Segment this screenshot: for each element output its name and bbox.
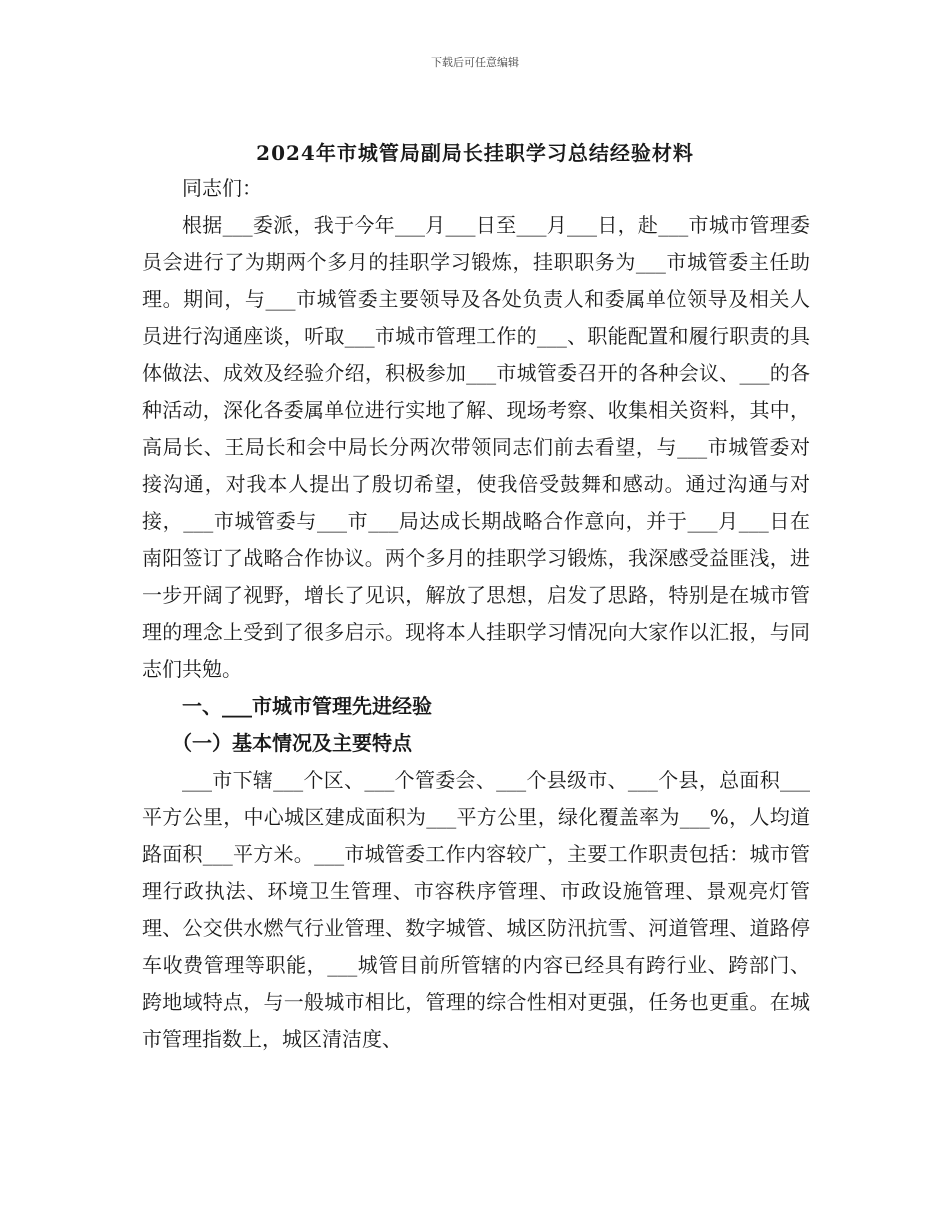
intro-paragraph: 根据___委派，我于今年___月___日至___月___日，赴___市城市管理委员会进行了为期两个多月的挂职学习锻炼，挂职职务为___市城管委主任助理。期间，与___市城管委主要领导及各处负责人和委属单位领导及相关人员进行沟通座谈，听取___市城市管理工作的___、职能配置和履行职责的具体做法、成效及经验介绍，积极参加___市城管委召开的各种会议、___的各种活动，深化各委属单位进行实地了解、现场考察、收集相关资料，其中，高局长、王局长和会中局长分两次带领同志们前去看望，与___市城管委对接沟通，对我本人提出了殷切希望，使我倍受鼓舞和感动。通过沟通与对接，___市城管委与___市___局达成长期战略合作意向，并于___月___日在南阳签订了战略合作协议。两个多月的挂职学习锻炼，我深感受益匪浅，进一步开阔了视野，增长了见识，解放了思想，启发了思路，特别是在城市管理的理念上受到了很多启示。现将本人挂职学习情况向大家作以汇报，与同志们共勉。 bbox=[142, 213, 810, 681]
subsection-heading-1: （一）基本情况及主要特点 bbox=[172, 731, 412, 755]
body-paragraph: ___市下辖___个区、___个管委会、___个县级市、___个县，总面积___平方公里，中心城区建成面积为___平方公里，绿化覆盖率为___%，人均道路面积___平方米。___市城管委工作内容较广，主要工作职责包括：城市管理行政执法、环境卫生管理、市容秩序管理、市政设施管理、景观亮灯管理、公交供水燃气行业管理、数字城管、城区防汛抗雪、河道管理、道路停车收费管理等职能，___城管目前所管辖的内容已经具有跨行业、跨部门、跨地域特点，与一般城市相比，管理的综合性相对更强，任务也更重。在城市管理指数上，城区清洁度、 bbox=[142, 768, 810, 1051]
section-heading-1: 一、___市城市管理先进经验 bbox=[182, 694, 432, 718]
page-header-note: 下载后可任意编辑 bbox=[431, 56, 519, 69]
salutation: 同志们： bbox=[182, 176, 262, 200]
document-title: 2024年市城管局副局长挂职学习总结经验材料 bbox=[256, 141, 694, 166]
document-body bbox=[142, 170, 810, 1058]
